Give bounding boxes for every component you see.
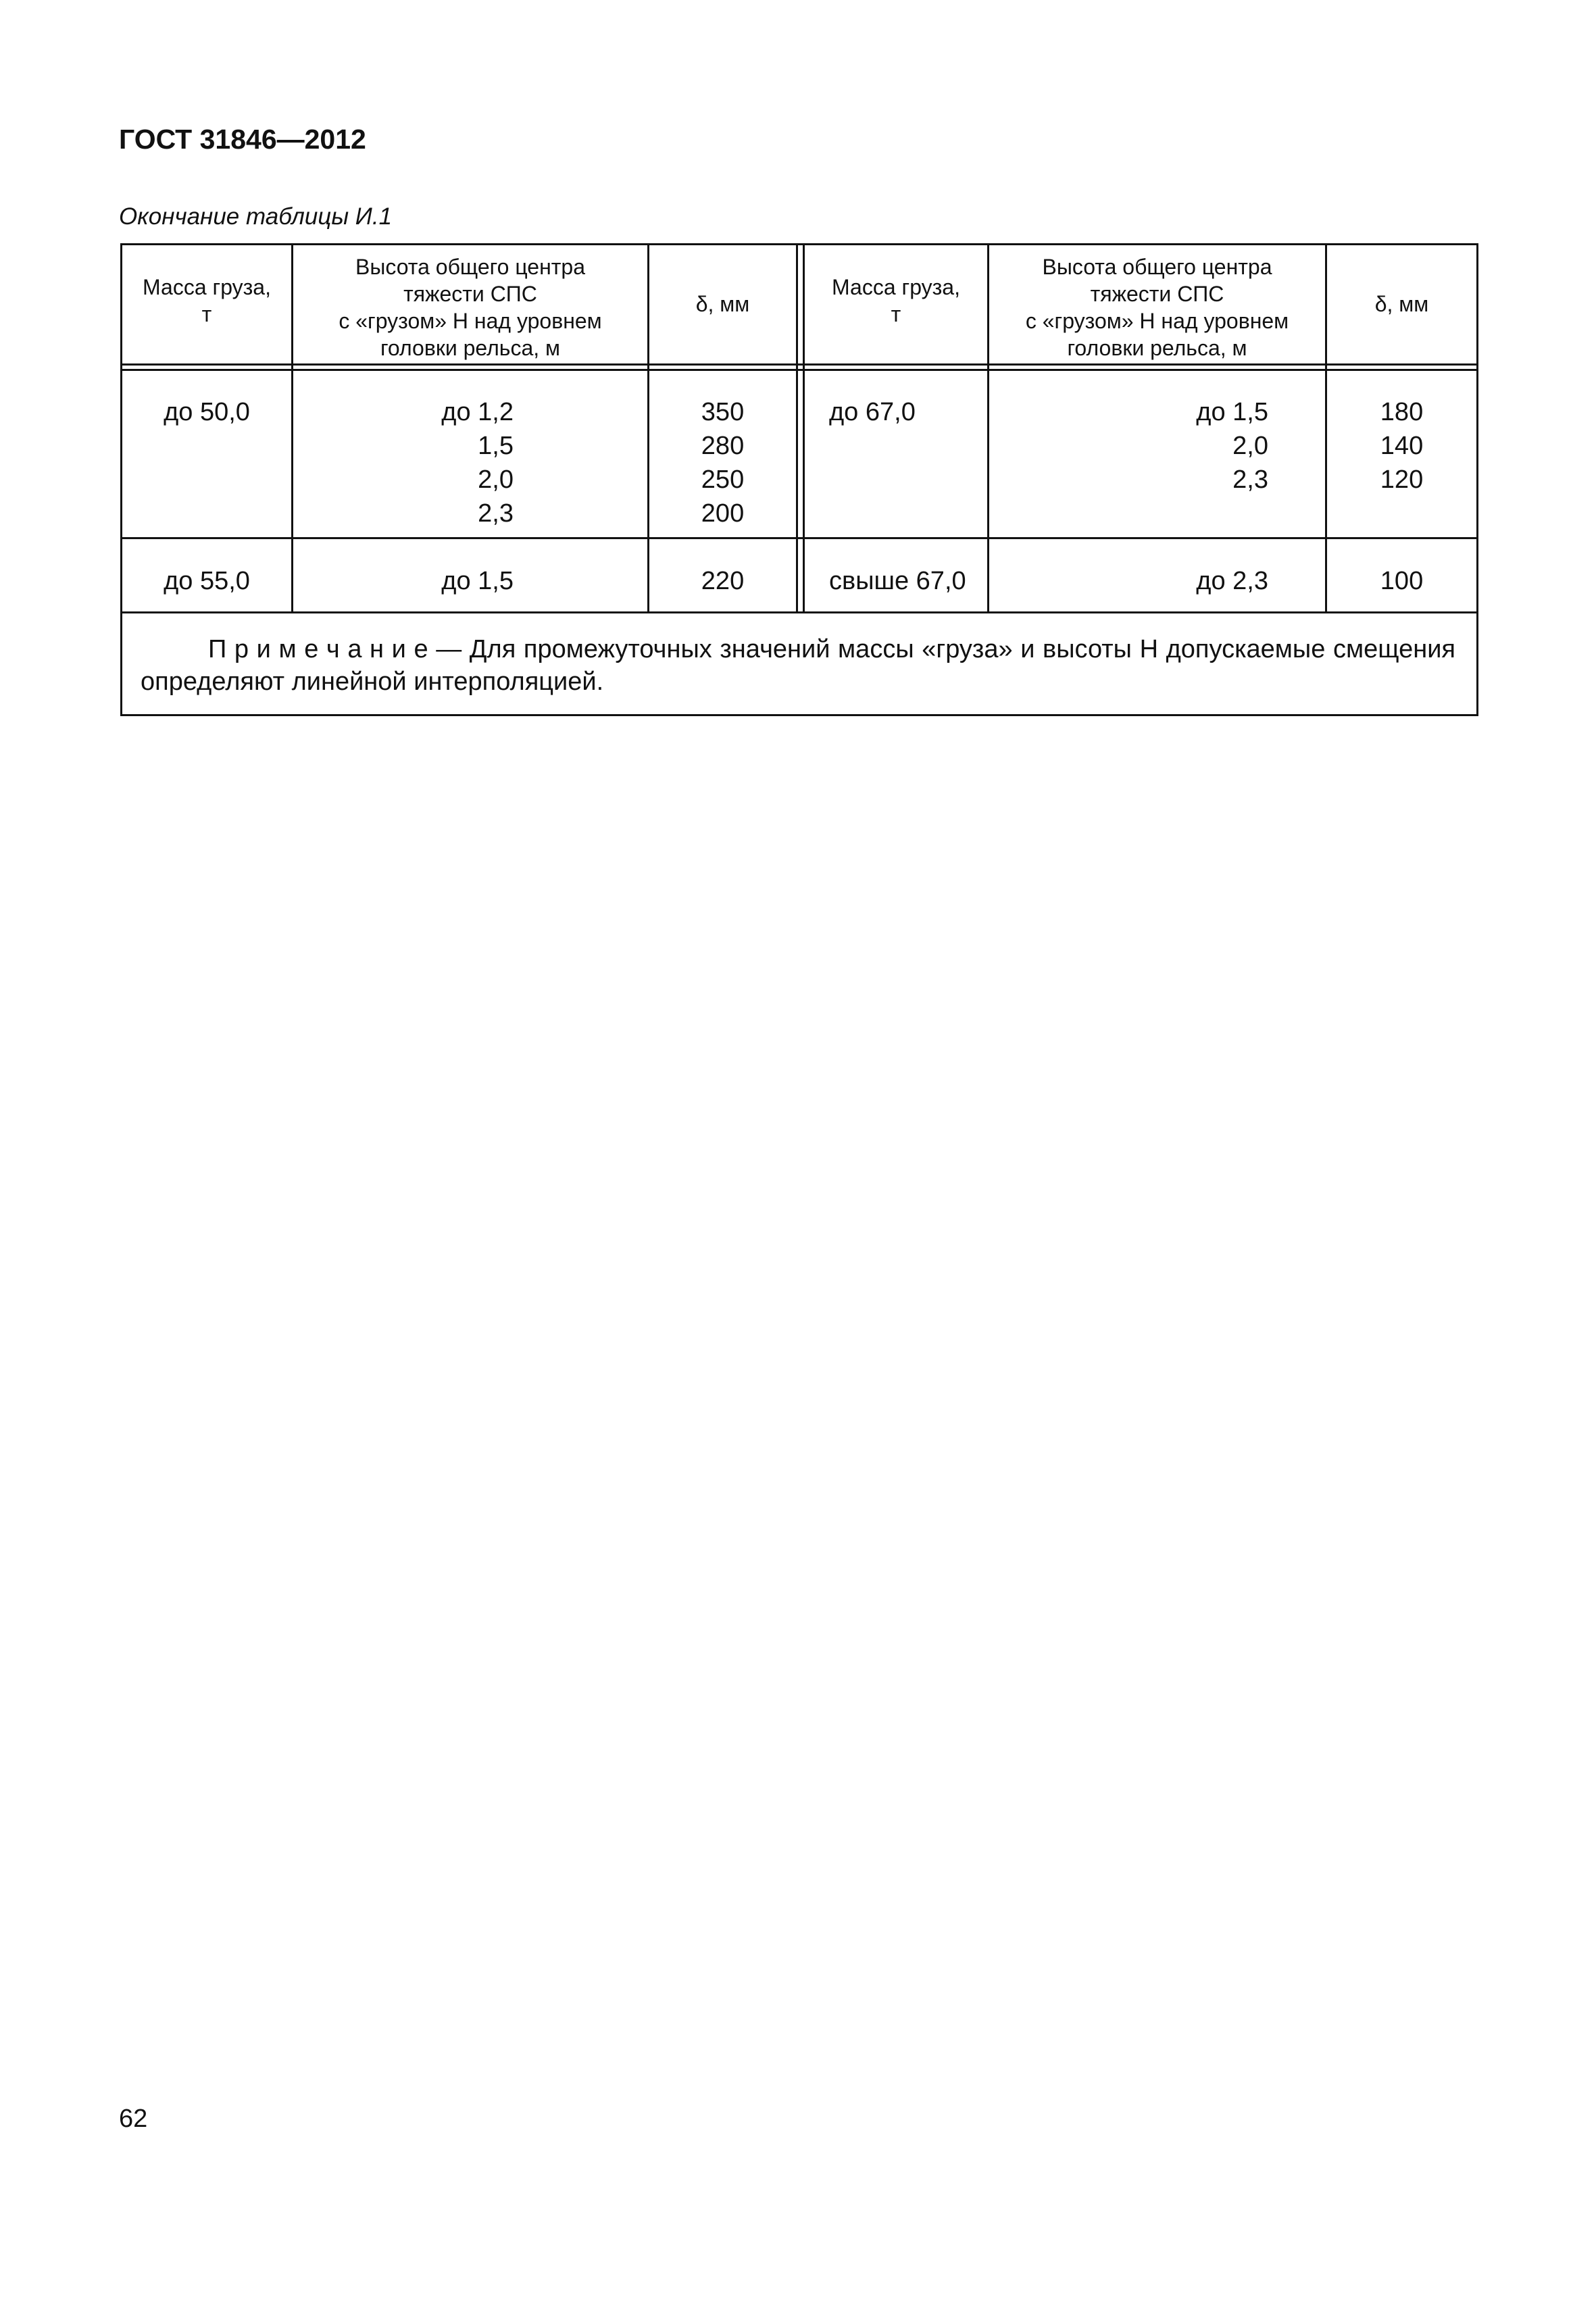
row2-mass-left: до 55,0	[164, 567, 250, 595]
header-mass-right: Масса груза, т	[832, 275, 960, 326]
row1-heights-right: до 1,5 2,0 2,3	[1196, 398, 1268, 494]
row1-heights-left: до 1,2 1,5 2,0 2,3	[441, 398, 514, 528]
note-text: — Для промежуточных значений массы «груза» и высоты H допускаемые смещения определяют линейной интерполяцией.	[141, 635, 1455, 696]
row1-mass-left: до 50,0	[164, 398, 250, 426]
data-table	[120, 243, 1478, 716]
row2-mass-right: свыше 67,0	[829, 567, 966, 595]
page-number: 62	[119, 2105, 148, 2133]
row2-heights-left: до 1,5	[441, 567, 514, 595]
document-id: ГОСТ 31846—2012	[119, 124, 366, 155]
row1-deltas-right: 180 140 120	[1380, 398, 1424, 494]
row2-deltas-left: 220	[701, 567, 745, 595]
header-delta-left: δ, мм	[695, 292, 750, 316]
header-delta-right: δ, мм	[1374, 292, 1429, 316]
table-caption: Окончание таблицы И.1	[119, 203, 393, 230]
row1-mass-right: до 67,0	[829, 398, 916, 426]
row2-heights-right: до 2,3	[1196, 567, 1268, 595]
header-mass-left: Масса груза, т	[143, 275, 271, 326]
row2-deltas-right: 100	[1380, 567, 1424, 595]
header-height-right: Высота общего центра тяжести СПС с «грузом» H над уровнем головки рельса, м	[1025, 255, 1289, 360]
note-label: П р и м е ч а н и е	[208, 635, 428, 663]
row1-deltas-left: 350 280 250 200	[701, 398, 745, 528]
table-note	[141, 633, 1455, 698]
header-height-left: Высота общего центра тяжести СПС с «грузом» H над уровнем головки рельса, м	[339, 255, 602, 360]
